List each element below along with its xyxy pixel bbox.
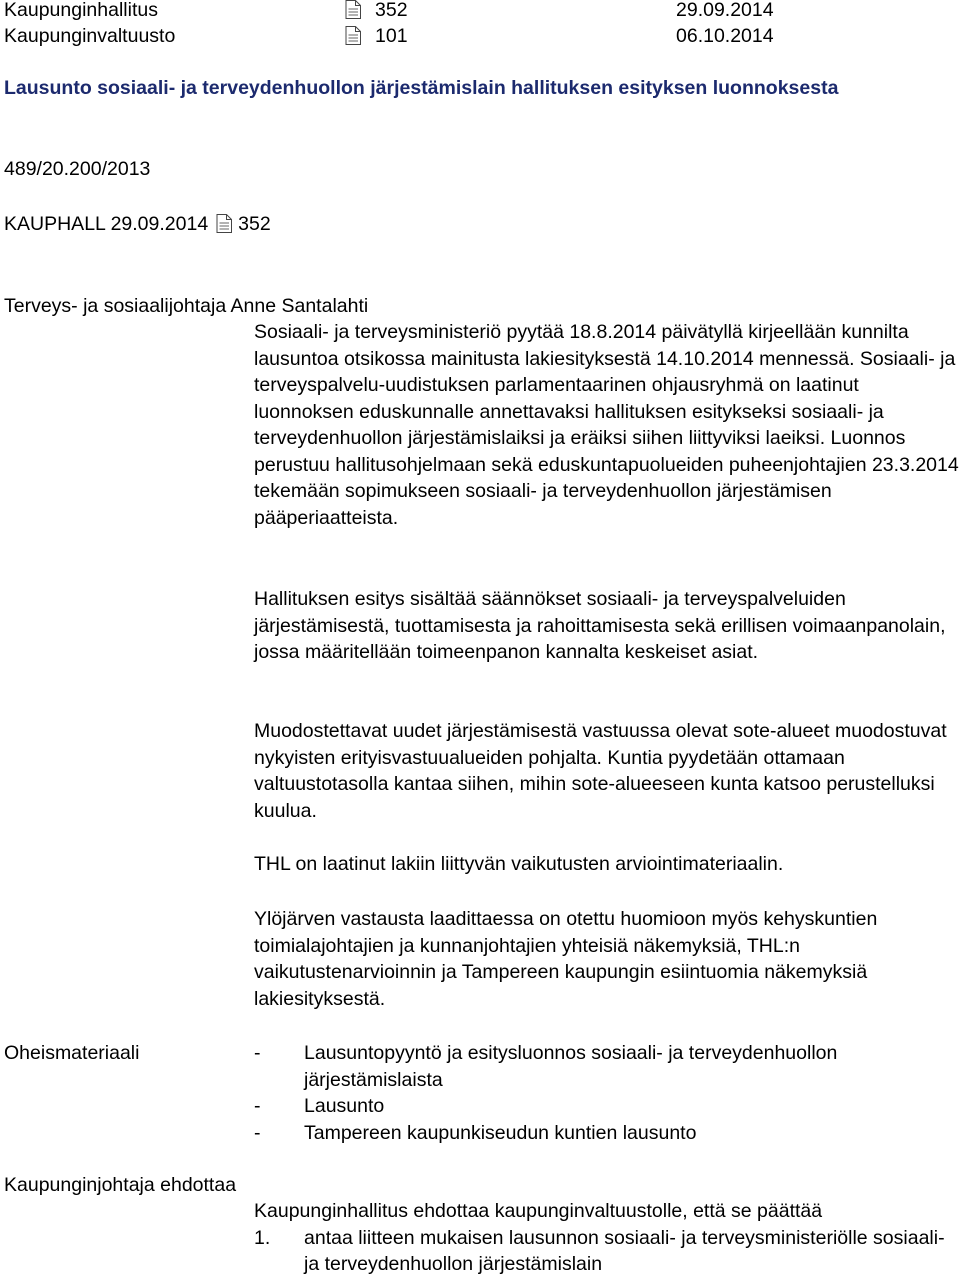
meta-section-number: 101 — [375, 25, 408, 47]
proposal-item — [254, 1225, 960, 1278]
body-paragraph: Muodostettavat uudet järjestämisestä vastuussa olevat sote-alueet muodostuvat nykyisten erityisvastuualueiden pohjalta. Kuntia pyydetään ottamaan valtuustotasolla kantaa siihen, mihin sote-alueeseen kunta katsoo perustelluksi kuulua. — [254, 720, 947, 822]
proposal-intro: Kaupunginhallitus ehdottaa kaupunginvaltuustolle, että se päättää — [254, 1200, 823, 1222]
body-paragraph: Ylöjärven vastausta laadittaessa on otettu huomioon myös kehyskuntien toimialajohtajien ja kunnanjohtajien yhteisiä näkemyksiä, THL:n vaikutustenarvioinnin ja Tampereen kaupungin esiintuomia näkemyksiä lakiesityksestä. — [254, 908, 878, 1010]
list-dash: - — [254, 1121, 261, 1144]
attachment-item — [254, 1093, 960, 1120]
proposal-item-number: 1. — [254, 1226, 271, 1249]
document-icon — [345, 26, 361, 45]
meta-organ: Kaupunginvaltuusto — [4, 25, 176, 47]
body-paragraph: Hallituksen esitys sisältää säännökset sosiaali- ja terveyspalveluiden järjestämisestä, tuottamisesta ja rahoittamisesta sekä erillisen voimaanpanolain, jossa määritellään toimeenpanon kannalta keskeiset asiat. — [254, 588, 946, 663]
reference-section: 352 — [238, 213, 271, 235]
proposal — [254, 1198, 960, 1278]
attachments-list — [254, 1040, 960, 1146]
attachments-label: Oheismateriaali — [4, 1042, 140, 1064]
body-paragraph: Sosiaali- ja terveysministeriö pyytää 18.8.2014 päivätyllä kirjeellään kunnilta lausuntoa otsikossa mainitusta lakiesityksestä 14.10.2014 mennessä. Sosiaali- ja terveyspalvelu-uudistuksen parlamentaarinen ohjausryhmä on laatinut luonnoksen eduskunnalle annettavaksi hallituksen esitykseksi sosiaali- ja terveydenhuollon järjestämislaiksi ja eräiksi siihen liittyviksi laeiksi. Luonnos perustuu hallitusohjelmaan sekä eduskuntapuolueiden puheenjohtajien 23.3.2014 tekemään sopimukseen sosiaali- ja terveydenhuollon järjestämisen pääperiaatteista. — [254, 321, 959, 529]
meeting-reference — [4, 211, 271, 238]
attachment-text: Lausuntopyyntö ja esitysluonnos sosiaali- ja terveydenhuollon järjestämislaista — [304, 1042, 838, 1091]
meta-section — [345, 0, 408, 24]
document-icon — [345, 0, 361, 19]
list-dash: - — [254, 1042, 261, 1064]
document-title: Lausunto sosiaali- ja terveydenhuollon järjestämislain hallituksen esityksen luonnoksesta — [4, 77, 839, 99]
meta-section — [345, 23, 408, 50]
body-paragraph: THL on laatinut lakiin liittyvän vaikutusten arviointimateriaalin. — [254, 853, 784, 875]
attachment-item — [254, 1040, 960, 1093]
presenter: Terveys- ja sosiaalijohtaja Anne Santalahti — [4, 295, 369, 317]
attachment-text: Tampereen kaupunkiseudun kuntien lausunto — [304, 1121, 697, 1144]
meta-date: 06.10.2014 — [676, 25, 774, 47]
list-dash: - — [254, 1095, 261, 1117]
document-icon — [216, 214, 232, 233]
proposer-label: Kaupunginjohtaja ehdottaa — [4, 1174, 237, 1196]
meta-organ: Kaupunginhallitus — [4, 0, 158, 21]
meta-section-number: 352 — [375, 0, 408, 21]
proposal-item-text: antaa liitteen mukaisen lausunnon sosiaali- ja terveysministeriölle sosiaali- ja terveydenhuollon järjestämislain — [304, 1226, 945, 1275]
reference-prefix: KAUPHALL 29.09.2014 — [4, 213, 209, 235]
diary-number: 489/20.200/2013 — [4, 158, 151, 180]
attachment-item — [254, 1120, 960, 1147]
attachment-text: Lausunto — [304, 1095, 385, 1117]
meta-date: 29.09.2014 — [676, 0, 774, 21]
